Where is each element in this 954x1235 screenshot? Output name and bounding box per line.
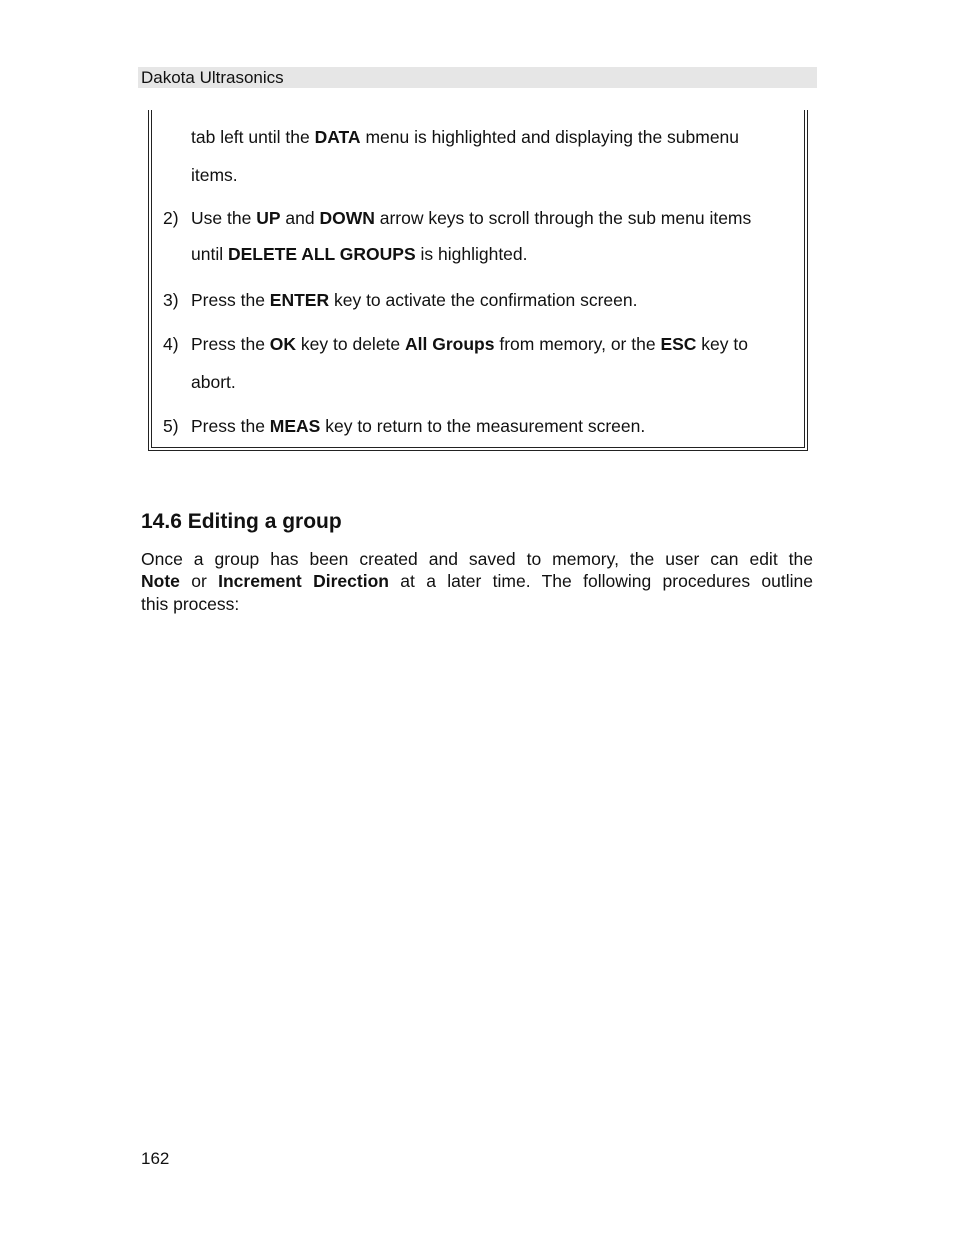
section-paragraph-line2: Note or Increment Direction at a later time. The following procedures outline <box>141 571 813 591</box>
step5-number: 5) <box>163 416 179 436</box>
step2-line1: Use the UP and DOWN arrow keys to scroll through the sub menu items <box>191 208 752 228</box>
step3-line: Press the ENTER key to activate the confirmation screen. <box>191 290 638 310</box>
running-header <box>138 67 817 88</box>
procedure-box <box>148 110 808 451</box>
header-title: Dakota Ultrasonics <box>141 68 284 87</box>
step2-line2: until DELETE ALL GROUPS is highlighted. <box>191 244 528 264</box>
page-number: 162 <box>141 1149 170 1168</box>
section-paragraph-line3: this process: <box>141 594 240 614</box>
section-paragraph-line1: Once a group has been created and saved to memory, the user can edit the <box>141 549 813 569</box>
step4-line2: abort. <box>191 372 236 392</box>
step4-line1: Press the OK key to delete All Groups from memory, or the ESC key to <box>191 334 748 354</box>
step3-number: 3) <box>163 290 179 310</box>
step1-continued-line1: tab left until the DATA menu is highlighted and displaying the submenu <box>191 127 740 147</box>
section-heading: 14.6 Editing a group <box>141 510 342 533</box>
step1-continued-line2: items. <box>191 165 238 185</box>
step2-number: 2) <box>163 208 179 228</box>
step5-line: Press the MEAS key to return to the measurement screen. <box>191 416 646 436</box>
step4-number: 4) <box>163 334 179 354</box>
